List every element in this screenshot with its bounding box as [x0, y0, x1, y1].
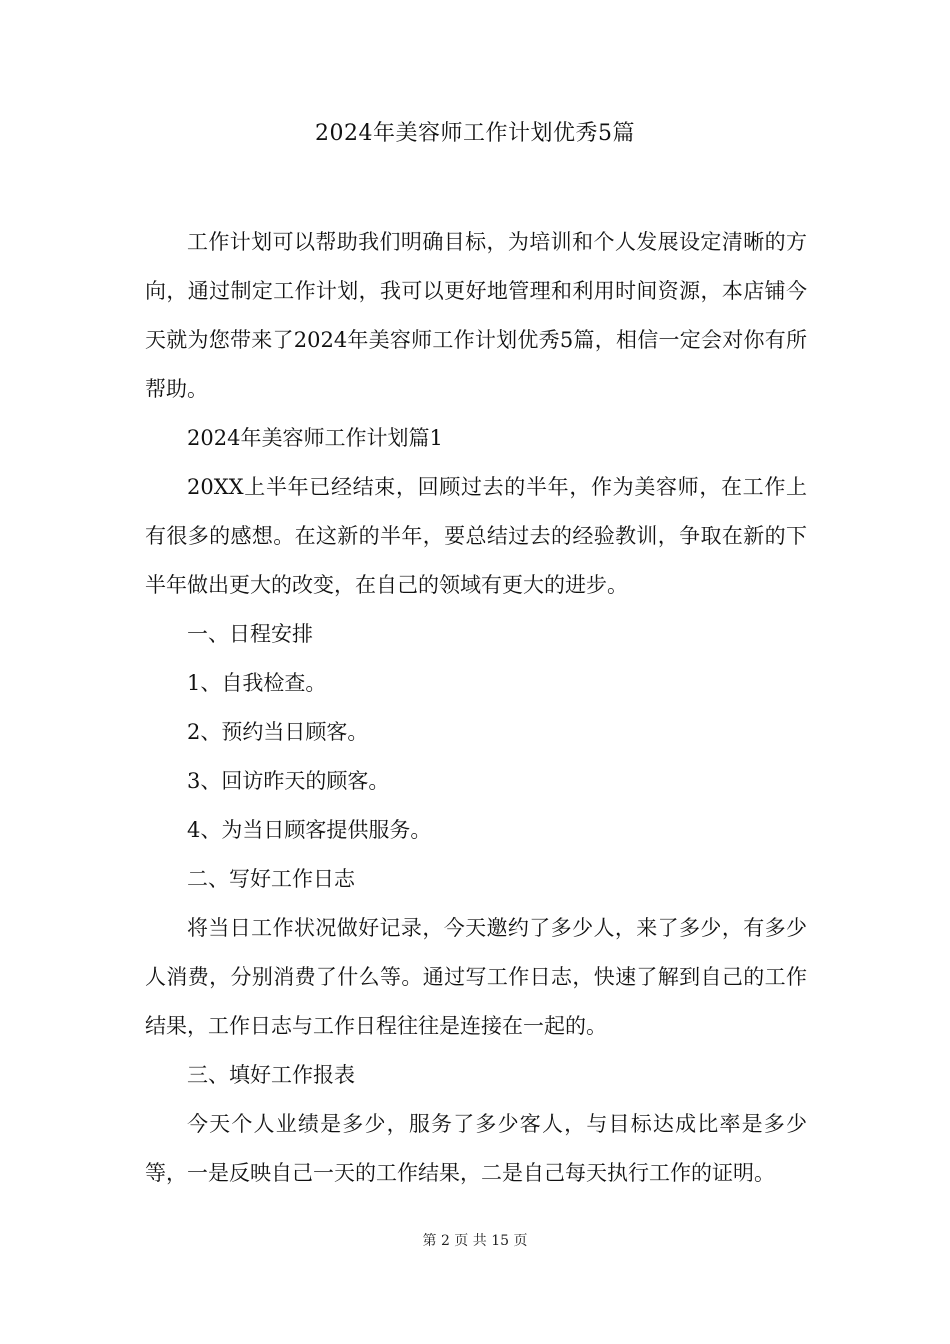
list-item: 4、为当日顾客提供服务。: [187, 818, 432, 842]
body-paragraph: 20XX上半年已经结束，回顾过去的半年，作为美容师，在工作上有很多的感想。在这新的半年，要总结过去的经验教训，争取在新的下半年做出更大的改变，在自己的领域有更大的进步。: [145, 475, 807, 597]
intro-paragraph: 工作计划可以帮助我们明确目标，为培训和个人发展设定清晰的方向，通过制定工作计划，我可以更好地管理和利用时间资源，本店铺今天就为您带来了2024年美容师工作计划优秀5篇，相信一定会对你有所帮助。: [145, 230, 807, 401]
section-heading: 2024年美容师工作计划篇1: [187, 426, 443, 450]
document-body: [145, 218, 807, 1198]
section-heading: 三、填好工作报表: [187, 1063, 355, 1087]
list-item: 3、回访昨天的顾客。: [187, 769, 390, 793]
page-number-footer: 第 2 页 共 15 页: [422, 1233, 528, 1249]
section-heading: 二、写好工作日志: [187, 867, 355, 891]
list-item: 1、自我检查。: [187, 671, 327, 695]
body-paragraph: 今天个人业绩是多少，服务了多少客人，与目标达成比率是多少等，一是反映自己一天的工作结果，二是自己每天执行工作的证明。: [145, 1112, 807, 1185]
document-title: 2024年美容师工作计划优秀5篇: [315, 121, 635, 146]
section-heading: 一、日程安排: [187, 622, 313, 646]
list-item: 2、预约当日顾客。: [187, 720, 369, 744]
body-paragraph: 将当日工作状况做好记录，今天邀约了多少人，来了多少，有多少人消费，分别消费了什么等。通过写工作日志，快速了解到自己的工作结果，工作日志与工作日程往往是连接在一起的。: [145, 916, 807, 1038]
